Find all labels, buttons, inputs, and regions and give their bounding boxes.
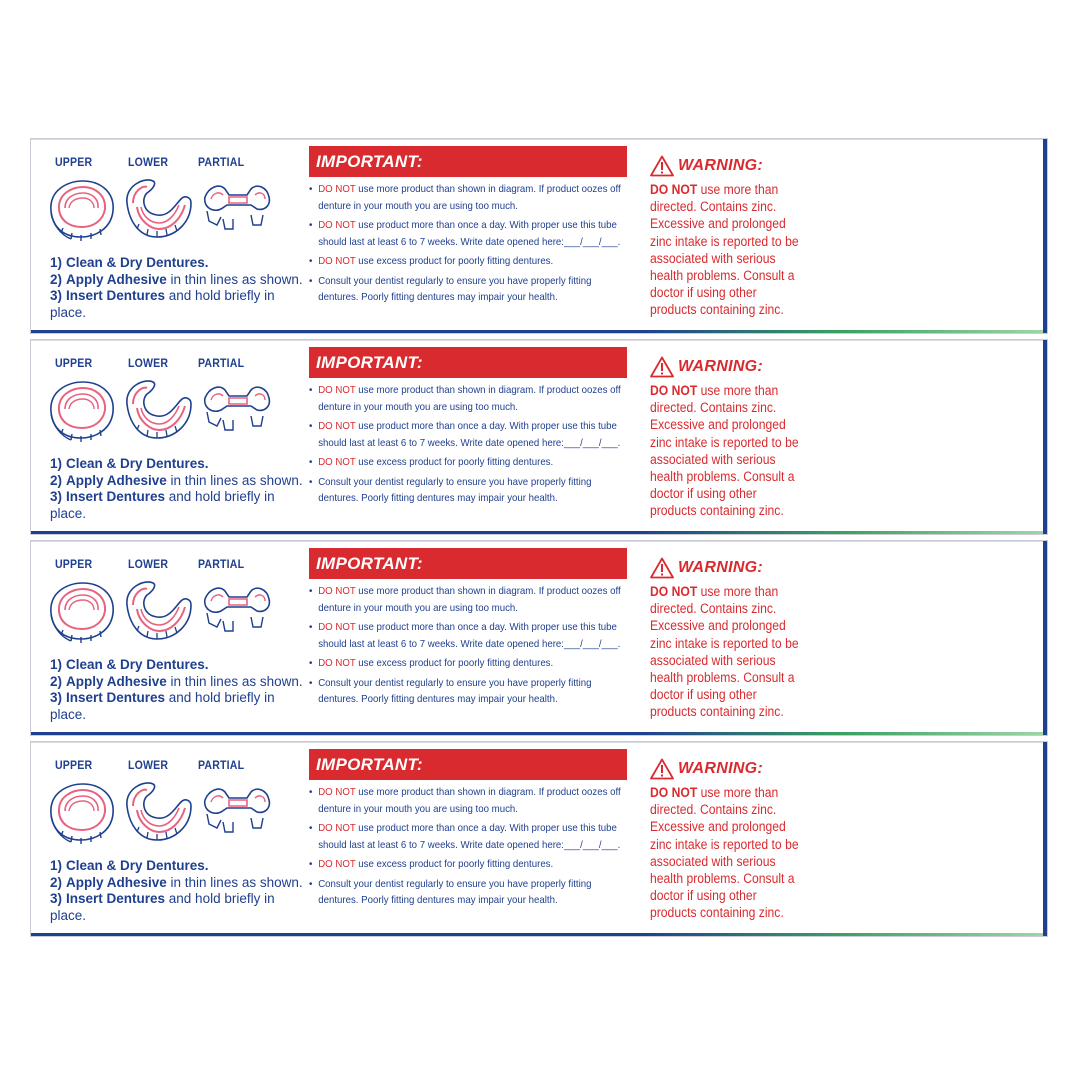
bullet-text: use excess product for poorly fitting dentures. <box>355 858 554 870</box>
bullet-text: use product more than once a day. With proper use this tube should last at least 6 to 7 weeks. Write date opened here:___/___/___. <box>318 219 621 248</box>
panel-bottom-stripe <box>31 330 1047 333</box>
warning-triangle-icon <box>650 155 674 177</box>
important-bullets <box>309 181 627 306</box>
label-lower: LOWER <box>128 155 169 169</box>
step-3 <box>50 489 320 506</box>
label-lower: LOWER <box>128 356 169 370</box>
step-text: and hold briefly in <box>165 690 275 705</box>
step-bold: Apply Adhesive <box>66 472 167 488</box>
label-upper: UPPER <box>55 356 93 370</box>
important-bullets <box>309 784 627 909</box>
warning-text <box>650 181 803 319</box>
usage-steps <box>50 657 320 723</box>
step-bold: Insert Dentures <box>66 489 166 504</box>
important-bullet <box>309 253 631 270</box>
warning-title: WARNING: <box>678 559 764 576</box>
panel-right-stripe <box>1043 742 1047 936</box>
step-2 <box>50 674 320 691</box>
partial-denture-icon <box>205 588 270 631</box>
warning-body-text: use more than directed. Contains zinc. Excessive and prolonged zinc intake is reported to be associated with serious health problems. Consult a doctor if using other products containing zinc. <box>650 182 799 318</box>
important-bullet <box>309 217 631 250</box>
important-bullet <box>309 181 631 214</box>
bullet-warning-prefix: DO NOT <box>318 621 356 633</box>
step-1 <box>50 456 320 473</box>
bullet-text: use product more than once a day. With proper use this tube should last at least 6 to 7 weeks. Write date opened here:___/___/___. <box>318 822 621 851</box>
warning-title: WARNING: <box>678 760 764 777</box>
panel-top-edge <box>31 742 1047 743</box>
bullet-text: Consult your dentist regularly to ensure you have properly fitting dentures. Poorly fitting dentures may impair your health. <box>318 877 592 906</box>
step-text: and hold briefly in <box>165 288 275 303</box>
instruction-panel <box>30 741 1048 937</box>
label-upper: UPPER <box>55 758 93 772</box>
bullet-text: use more product than shown in diagram. If product oozes off denture in your mouth you are using too much. <box>318 585 621 614</box>
bullet-warning-prefix: DO NOT <box>318 786 356 798</box>
step-bold: Clean & Dry Dentures. <box>66 456 209 471</box>
upper-denture-icon <box>51 382 113 442</box>
step-3-continuation: place. <box>50 304 87 320</box>
bullet-text: use product more than once a day. With proper use this tube should last at least 6 to 7 weeks. Write date opened here:___/___/___. <box>318 420 621 449</box>
important-bullet <box>309 474 631 507</box>
step-bold: Insert Dentures <box>66 690 166 705</box>
step-number: 2) <box>50 472 63 488</box>
step-text: in thin lines as shown. <box>166 271 303 287</box>
warning-body-text: use more than directed. Contains zinc. Excessive and prolonged zinc intake is reported to be associated with serious health problems. Consult a doctor if using other products containing zinc. <box>650 785 799 921</box>
step-number: 2) <box>50 673 63 689</box>
lower-denture-icon <box>127 180 191 237</box>
step-3-continuation: place. <box>50 706 87 722</box>
bullet-text: use more product than shown in diagram. If product oozes off denture in your mouth you are using too much. <box>318 786 621 815</box>
step-number: 2) <box>50 271 63 287</box>
bullet-warning-prefix: DO NOT <box>318 384 356 396</box>
label-upper: UPPER <box>55 557 93 571</box>
upper-denture-icon <box>51 181 113 241</box>
important-bullets <box>309 382 627 507</box>
panel-bottom-stripe <box>31 933 1047 936</box>
step-number: 1) <box>50 858 63 873</box>
step-bold: Clean & Dry Dentures. <box>66 255 209 270</box>
panel-bottom-stripe <box>31 732 1047 735</box>
important-banner: IMPORTANT: <box>309 347 627 378</box>
step-number: 1) <box>50 255 63 270</box>
bullet-warning-prefix: DO NOT <box>318 219 356 231</box>
label-partial: PARTIAL <box>198 155 245 169</box>
usage-steps <box>50 255 320 321</box>
bullet-warning-prefix: DO NOT <box>318 420 356 432</box>
bullet-text: Consult your dentist regularly to ensure you have properly fitting dentures. Poorly fitting dentures may impair your health. <box>318 676 592 705</box>
bullet-warning-prefix: DO NOT <box>318 456 356 468</box>
step-3 <box>50 891 320 908</box>
warning-header <box>650 758 810 780</box>
important-bullet <box>309 784 631 817</box>
bullet-text: use excess product for poorly fitting dentures. <box>355 255 554 267</box>
upper-denture-icon <box>51 784 113 844</box>
step-1 <box>50 255 320 272</box>
important-banner: IMPORTANT: <box>309 749 627 780</box>
warning-header <box>650 356 810 378</box>
important-bullet <box>309 655 631 672</box>
important-bullets <box>309 583 627 708</box>
warning-body-text: use more than directed. Contains zinc. Excessive and prolonged zinc intake is reported to be associated with serious health problems. Consult a doctor if using other products containing zinc. <box>650 584 799 720</box>
warning-text <box>650 784 803 922</box>
step-bold: Insert Dentures <box>66 288 166 303</box>
panel-right-stripe <box>1043 340 1047 534</box>
denture-type-labels <box>31 557 291 573</box>
step-text: and hold briefly in <box>165 489 275 504</box>
important-bullet <box>309 856 631 873</box>
step-1 <box>50 858 320 875</box>
lower-denture-icon <box>127 783 191 840</box>
bullet-warning-prefix: DO NOT <box>318 858 356 870</box>
bullet-warning-prefix: DO NOT <box>318 585 356 597</box>
warning-triangle-icon <box>650 758 674 780</box>
step-number: 1) <box>50 456 63 471</box>
denture-diagrams <box>45 577 275 647</box>
warning-title: WARNING: <box>678 157 764 174</box>
warning-triangle-icon <box>650 557 674 579</box>
panel-right-stripe <box>1043 139 1047 333</box>
important-section <box>309 548 627 724</box>
bullet-warning-prefix: DO NOT <box>318 255 356 267</box>
warning-title: WARNING: <box>678 358 764 375</box>
usage-steps <box>50 456 320 522</box>
label-partial: PARTIAL <box>198 356 245 370</box>
warning-header <box>650 557 810 579</box>
bullet-warning-prefix: DO NOT <box>318 183 356 195</box>
warning-section <box>650 758 810 922</box>
step-2 <box>50 875 320 892</box>
partial-denture-icon <box>205 789 270 832</box>
bullet-text: use excess product for poorly fitting dentures. <box>355 456 554 468</box>
partial-denture-icon <box>205 387 270 430</box>
instruction-panel <box>30 540 1048 736</box>
step-number: 3) <box>50 891 63 906</box>
warning-bold: DO NOT <box>650 182 698 197</box>
step-3-continuation: place. <box>50 907 87 923</box>
panel-right-stripe <box>1043 541 1047 735</box>
usage-steps <box>50 858 320 924</box>
step-text: in thin lines as shown. <box>166 472 303 488</box>
important-bullet <box>309 675 631 708</box>
step-number: 2) <box>50 874 63 890</box>
lower-denture-icon <box>127 582 191 639</box>
lower-denture-icon <box>127 381 191 438</box>
important-banner: IMPORTANT: <box>309 548 627 579</box>
panel-top-edge <box>31 340 1047 341</box>
important-bullet <box>309 454 631 471</box>
warning-bold: DO NOT <box>650 383 698 398</box>
important-bullet <box>309 418 631 451</box>
bullet-warning-prefix: DO NOT <box>318 657 356 669</box>
step-number: 3) <box>50 288 63 303</box>
step-1 <box>50 657 320 674</box>
warning-triangle-icon <box>650 356 674 378</box>
step-3 <box>50 690 320 707</box>
label-partial: PARTIAL <box>198 758 245 772</box>
warning-bold: DO NOT <box>650 584 698 599</box>
warning-section <box>650 356 810 520</box>
important-bullet <box>309 583 631 616</box>
bullet-text: Consult your dentist regularly to ensure you have properly fitting dentures. Poorly fitting dentures may impair your health. <box>318 274 592 303</box>
step-text: in thin lines as shown. <box>166 874 303 890</box>
step-bold: Apply Adhesive <box>66 874 167 890</box>
step-bold: Apply Adhesive <box>66 673 167 689</box>
warning-section <box>650 557 810 721</box>
instruction-panel <box>30 138 1048 334</box>
label-upper: UPPER <box>55 155 93 169</box>
denture-type-labels <box>31 356 291 372</box>
bullet-text: use excess product for poorly fitting dentures. <box>355 657 554 669</box>
step-3-continuation: place. <box>50 505 87 521</box>
important-section <box>309 146 627 322</box>
warning-text <box>650 382 803 520</box>
panel-top-edge <box>31 139 1047 140</box>
denture-diagrams <box>45 778 275 848</box>
step-bold: Apply Adhesive <box>66 271 167 287</box>
denture-diagrams <box>45 376 275 446</box>
label-lower: LOWER <box>128 758 169 772</box>
step-text: and hold briefly in <box>165 891 275 906</box>
step-number: 1) <box>50 657 63 672</box>
important-bullet <box>309 876 631 909</box>
bullet-text: use more product than shown in diagram. If product oozes off denture in your mouth you are using too much. <box>318 384 621 413</box>
important-bullet <box>309 820 631 853</box>
important-section <box>309 347 627 523</box>
step-number: 3) <box>50 489 63 504</box>
warning-section <box>650 155 810 319</box>
step-2 <box>50 272 320 289</box>
important-section <box>309 749 627 925</box>
step-2 <box>50 473 320 490</box>
step-bold: Insert Dentures <box>66 891 166 906</box>
warning-body-text: use more than directed. Contains zinc. Excessive and prolonged zinc intake is reported to be associated with serious health problems. Consult a doctor if using other products containing zinc. <box>650 383 799 519</box>
label-partial: PARTIAL <box>198 557 245 571</box>
denture-diagrams <box>45 175 275 245</box>
step-bold: Clean & Dry Dentures. <box>66 858 209 873</box>
bullet-warning-prefix: DO NOT <box>318 822 356 834</box>
denture-type-labels <box>31 155 291 171</box>
panel-bottom-stripe <box>31 531 1047 534</box>
bullet-text: use product more than once a day. With proper use this tube should last at least 6 to 7 weeks. Write date opened here:___/___/___. <box>318 621 621 650</box>
upper-denture-icon <box>51 583 113 643</box>
step-bold: Clean & Dry Dentures. <box>66 657 209 672</box>
important-bullet <box>309 273 631 306</box>
step-3 <box>50 288 320 305</box>
bullet-text: use more product than shown in diagram. If product oozes off denture in your mouth you are using too much. <box>318 183 621 212</box>
step-number: 3) <box>50 690 63 705</box>
bullet-text: Consult your dentist regularly to ensure you have properly fitting dentures. Poorly fitting dentures may impair your health. <box>318 475 592 504</box>
label-lower: LOWER <box>128 557 169 571</box>
step-text: in thin lines as shown. <box>166 673 303 689</box>
important-bullet <box>309 382 631 415</box>
denture-type-labels <box>31 758 291 774</box>
panel-top-edge <box>31 541 1047 542</box>
partial-denture-icon <box>205 186 270 229</box>
instruction-panel <box>30 339 1048 535</box>
warning-bold: DO NOT <box>650 785 698 800</box>
warning-text <box>650 583 803 721</box>
warning-header <box>650 155 810 177</box>
important-bullet <box>309 619 631 652</box>
important-banner: IMPORTANT: <box>309 146 627 177</box>
